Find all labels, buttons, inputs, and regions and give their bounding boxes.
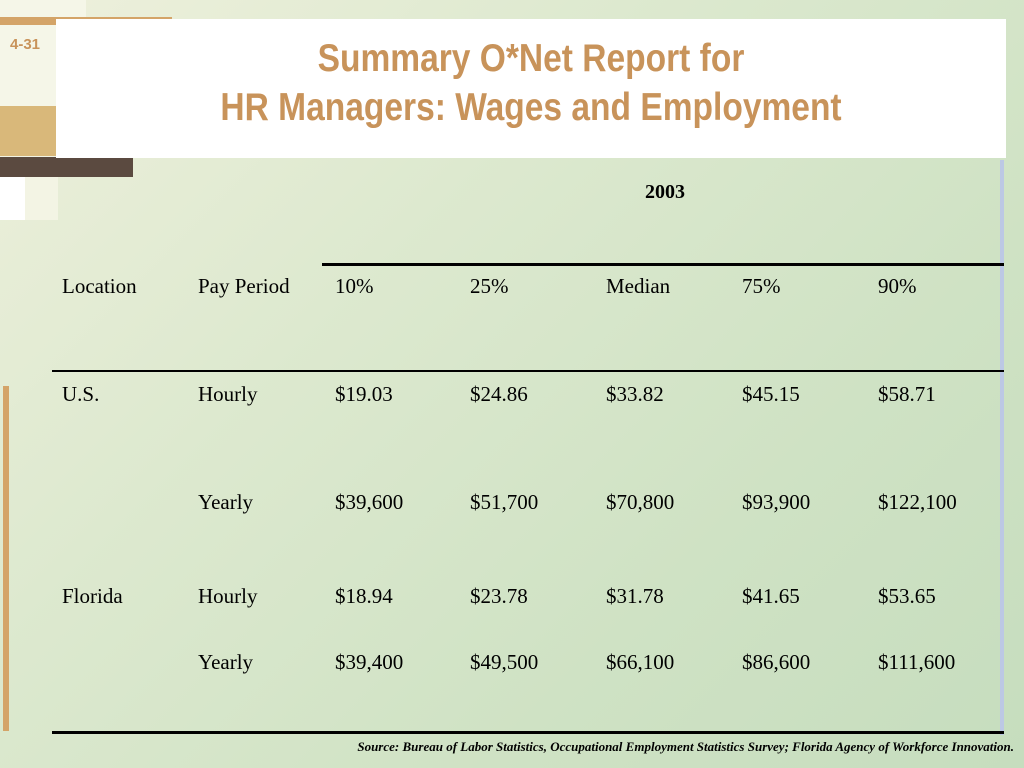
row-value-10pct: $39,400 bbox=[335, 650, 404, 674]
row-value-10pct: $39,600 bbox=[335, 490, 404, 514]
white-accent-square bbox=[0, 177, 25, 220]
header-bottom-rule bbox=[52, 370, 1004, 372]
row-value-90pct: $53.65 bbox=[878, 584, 936, 608]
row-value-90pct: $111,600 bbox=[878, 650, 956, 674]
right-accent-line bbox=[1000, 160, 1004, 735]
row-pay-period: Yearly bbox=[198, 650, 254, 674]
row-value-75pct: $45.15 bbox=[742, 382, 800, 406]
left-accent-line bbox=[3, 386, 9, 731]
row-value-25pct: $51,700 bbox=[470, 490, 539, 514]
row-pay-period: Hourly bbox=[198, 382, 258, 406]
row-pay-period: Yearly bbox=[198, 490, 254, 514]
row-location: U.S. bbox=[62, 382, 100, 406]
row-value-25pct: $49,500 bbox=[470, 650, 539, 674]
row-value-75pct: $41.65 bbox=[742, 584, 800, 608]
header-pay-period: Pay Period bbox=[198, 274, 290, 298]
row-value-25pct: $23.78 bbox=[470, 584, 528, 608]
header-75pct: 75% bbox=[742, 274, 781, 298]
row-value-median: $31.78 bbox=[606, 584, 664, 608]
row-pay-period: Hourly bbox=[198, 584, 258, 608]
row-value-90pct: $122,100 bbox=[878, 490, 957, 514]
row-value-median: $33.82 bbox=[606, 382, 664, 406]
table-bottom-rule bbox=[52, 731, 1004, 734]
row-location: Florida bbox=[62, 584, 123, 608]
year-header: 2003 bbox=[645, 181, 685, 203]
tan-accent-block bbox=[0, 106, 58, 156]
title-line-1: Summary O*Net Report for bbox=[317, 37, 745, 80]
row-value-median: $66,100 bbox=[606, 650, 675, 674]
row-value-10pct: $19.03 bbox=[335, 382, 393, 406]
header-25pct: 25% bbox=[470, 274, 509, 298]
row-value-median: $70,800 bbox=[606, 490, 675, 514]
header-10pct: 10% bbox=[335, 274, 374, 298]
header-rule bbox=[322, 263, 1004, 266]
header-location: Location bbox=[62, 274, 137, 298]
brown-accent-bar bbox=[0, 157, 133, 177]
slide-title bbox=[123, 34, 940, 132]
header-90pct: 90% bbox=[878, 274, 917, 298]
source-note: Source: Bureau of Labor Statistics, Occupational Employment Statistics Survey; Florida Agency of Workforce Innovation. bbox=[357, 739, 1014, 754]
row-value-25pct: $24.86 bbox=[470, 382, 528, 406]
title-line-2: HR Managers: Wages and Employment bbox=[220, 86, 842, 129]
slide-number: 4-31 bbox=[10, 36, 41, 53]
row-value-10pct: $18.94 bbox=[335, 584, 393, 608]
row-value-75pct: $93,900 bbox=[742, 490, 811, 514]
row-value-90pct: $58.71 bbox=[878, 382, 936, 406]
header-median: Median bbox=[606, 274, 671, 298]
row-value-75pct: $86,600 bbox=[742, 650, 811, 674]
